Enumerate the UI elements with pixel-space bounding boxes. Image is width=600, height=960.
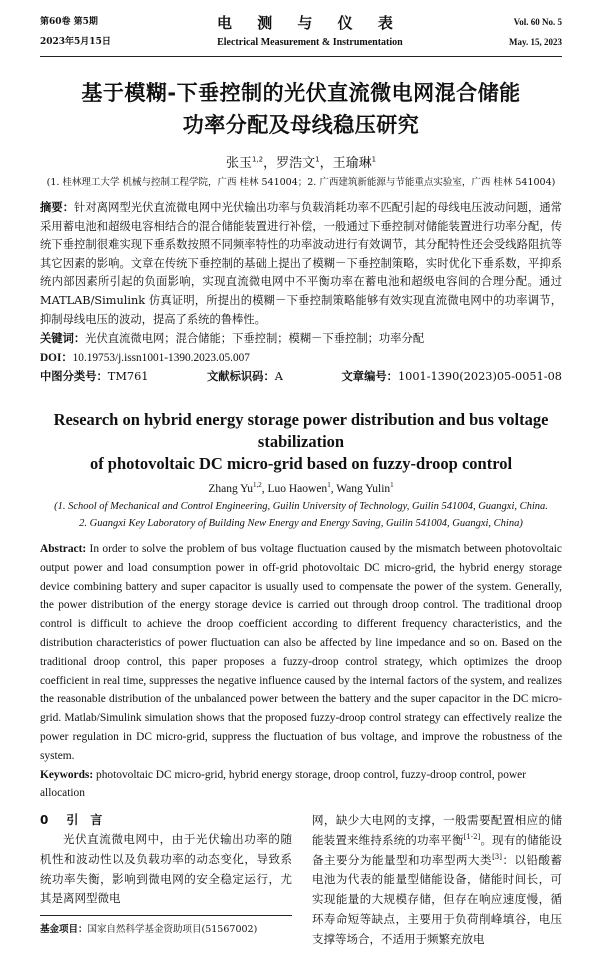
doi-text: 10.19753/j.issn1001-1390.2023.05.007 — [72, 351, 250, 364]
classification-label: 中图分类号： — [40, 369, 108, 384]
abstract-en-label: Abstract: — [40, 542, 87, 555]
left-column — [40, 811, 292, 950]
classification — [40, 367, 148, 387]
author: 张玉 — [225, 156, 252, 171]
title-en-line: of photovoltaic DC micro-grid based on fuzzy-droop control — [89, 453, 513, 473]
header-center — [111, 12, 509, 52]
affiliation-en-line: 2. Guangxi Key Laboratory of Building New Energy and Energy Saving, Guilin 541004, Guangxi, China) — [79, 517, 523, 529]
classification-text: TM761 — [107, 370, 149, 384]
affiliation-en — [40, 498, 562, 532]
abstract-en — [40, 540, 562, 766]
authors-cn — [40, 155, 562, 173]
funding-footnote — [40, 922, 292, 937]
author: ，罗浩文 — [263, 156, 316, 171]
title-en — [40, 409, 562, 475]
body-text: ：以铅酸蓄电池为代表的能量型储能设备，储能时间长，可实现能量的大规模存储，但存在响应速度慢，循环寿命短等缺点，主要用于负荷削峰填谷，电压支撑等场合，不适用于频繁充放电 — [312, 852, 563, 946]
body-text: 网，缺少大电网的支撑，一般需要配置相应的储能装置来维持系统的功率平衡 — [312, 813, 562, 847]
body-columns — [40, 811, 562, 950]
authors-en — [40, 481, 562, 498]
author: Zhang Yu — [208, 482, 253, 495]
funding-text: 国家自然科学基金资助项目(51567002) — [87, 924, 258, 936]
title-cn-line: 功率分配及母线稳压研究 — [182, 113, 420, 137]
running-header — [40, 12, 562, 52]
keywords-cn-text: 光伏直流微电网；混合储能；下垂控制；模糊－下垂控制；功率分配 — [85, 332, 425, 346]
title-cn-line: 基于模糊-下垂控制的光伏直流微电网混合储能 — [81, 81, 521, 105]
author: , Wang Yulin — [330, 482, 391, 495]
author-sup: 1 — [327, 481, 331, 490]
author-sup: 1 — [371, 155, 377, 164]
keywords-cn-label: 关键词： — [40, 331, 86, 346]
body-text: 。现有的储能设备主要分为能量型和功率型两大类 — [312, 832, 563, 867]
abstract-cn-text: 针对离网型光伏直流微电网中光伏输出功率与负载消耗功率不匹配引起的母线电压波动问题，通常采用蓄电池和超级电容相结合的混合储能装置进行补偿，一般通过下垂控制对储能装置进行功率分配，传统下垂控制很难实现下垂系数按照不同频率特性的功率波动进行有效调节，其分配特性还会受线路阻抗等其它因素的影响。文章在传统下垂控制的基础上提出了模糊－下垂控制策略，实时优化下垂系数，平抑系统内部因素所引起的负面影响，实现直流微电网中不平衡功率在蓄电池和超级电容间的合理分配。通过 MATLAB/Simulink 仿真证明，所提出的模糊－下垂控制策略能够有效实现直流微电网中的功率调节，抑制母线电压的波动，提高了系统的鲁棒性。 — [40, 201, 562, 326]
journal-name-cn: 电 测 与 仪 表 — [216, 14, 403, 32]
funding-label: 基金项目： — [40, 924, 88, 936]
volume-en: Vol. 60 No. 5 — [513, 17, 562, 27]
citation: [3] — [492, 852, 502, 861]
abstract-cn-label: 摘要： — [40, 200, 75, 214]
body-right-column — [312, 811, 562, 950]
author-sup: 1 — [315, 155, 320, 164]
doi — [40, 349, 562, 368]
header-rule — [40, 56, 562, 57]
abstract-en-text: In order to solve the problem of bus voltage fluctuation caused by the mismatch between photovoltaic output power and load consumption power in off-grid photovoltaic DC micro-grid, the hybrid energy storage device combining battery and super capacitor is usually used to compensate the power of the system. Generally, the power distribution of the energy storage device is carried out through droop control. The traditional droop control is difficult to achieve the droop coefficient according to different frequency characteristics, and the distribution characteristics of power fluctuation can also be affected by line impedance and so on. Based on the traditional droop control, this paper proposes a fuzzy-droop control strategy, which optimizes the droop coefficient in real time, suppresses the negative influence caused by the internal factors of the system, and realizes the reasonable distribution of the unbalanced power between the battery and the super capacitor in the DC micro-grid. Matlab/Simulink simulation shows that the proposed fuzzy-droop control strategy can effectively realize the power regulation in DC micro-grid, suppress the fluctuation of bus voltage, and improve the robustness of the system. — [40, 542, 562, 762]
abstract-cn — [40, 198, 562, 329]
article-number-text: 1001-1390(2023)05-0051-08 — [397, 370, 562, 384]
footnote-rule — [40, 915, 292, 916]
title-cn — [40, 77, 562, 141]
keywords-en — [40, 766, 562, 804]
keywords-en-label: Keywords: — [40, 768, 94, 781]
affiliation-en-line: (1. School of Mechanical and Control Engineering, Guilin University of Technology, Guilin 541004, Guangxi, China. — [54, 500, 548, 512]
body-left-column: 光伏直流微电网中，由于光伏输出功率的随机性和波动性以及负载功率的动态变化，导致系统功率失衡，影响到微电网的安全稳定运行，尤其是离网型微电 — [40, 832, 292, 906]
header-right — [509, 12, 562, 52]
header-left — [40, 12, 111, 52]
document-code-label: 文献标识码： — [206, 369, 275, 384]
author-sup: 1,2 — [252, 481, 262, 490]
document-code — [207, 367, 283, 387]
keywords-cn — [40, 329, 562, 349]
article-number — [341, 367, 562, 387]
date-en: May. 15, 2023 — [509, 37, 562, 47]
journal-name-en: Electrical Measurement & Instrumentation — [217, 37, 403, 48]
author-sup: 1,2 — [251, 155, 264, 164]
issue-date: 2023年5月15日 — [40, 37, 111, 47]
title-en-line: Research on hybrid energy storage power distribution and bus voltage stabilization — [53, 409, 549, 451]
doi-label: DOI： — [40, 351, 73, 364]
document-code-text: A — [274, 370, 283, 384]
volume-issue: 第60卷 第5期 — [40, 17, 98, 27]
author: ，王瑜琳 — [319, 156, 372, 171]
article-number-label: 文章编号： — [341, 369, 398, 384]
section-heading — [40, 811, 292, 830]
author-sup: 1 — [390, 481, 394, 490]
keywords-en-text: photovoltaic DC micro-grid, hybrid energy storage, droop control, fuzzy-droop control, power allocation — [40, 768, 526, 800]
section-title: 引 言 — [66, 813, 103, 828]
author: , Luo Haowen — [261, 482, 328, 495]
classification-row — [40, 367, 562, 387]
section-number: 0 — [40, 813, 49, 828]
affiliation-cn: (1. 桂林理工大学 机械与控制工程学院，广西 桂林 541004；2. 广西建筑新能源与节能重点实验室，广西 桂林 541004) — [46, 177, 556, 188]
citation: [1-2] — [463, 833, 481, 842]
